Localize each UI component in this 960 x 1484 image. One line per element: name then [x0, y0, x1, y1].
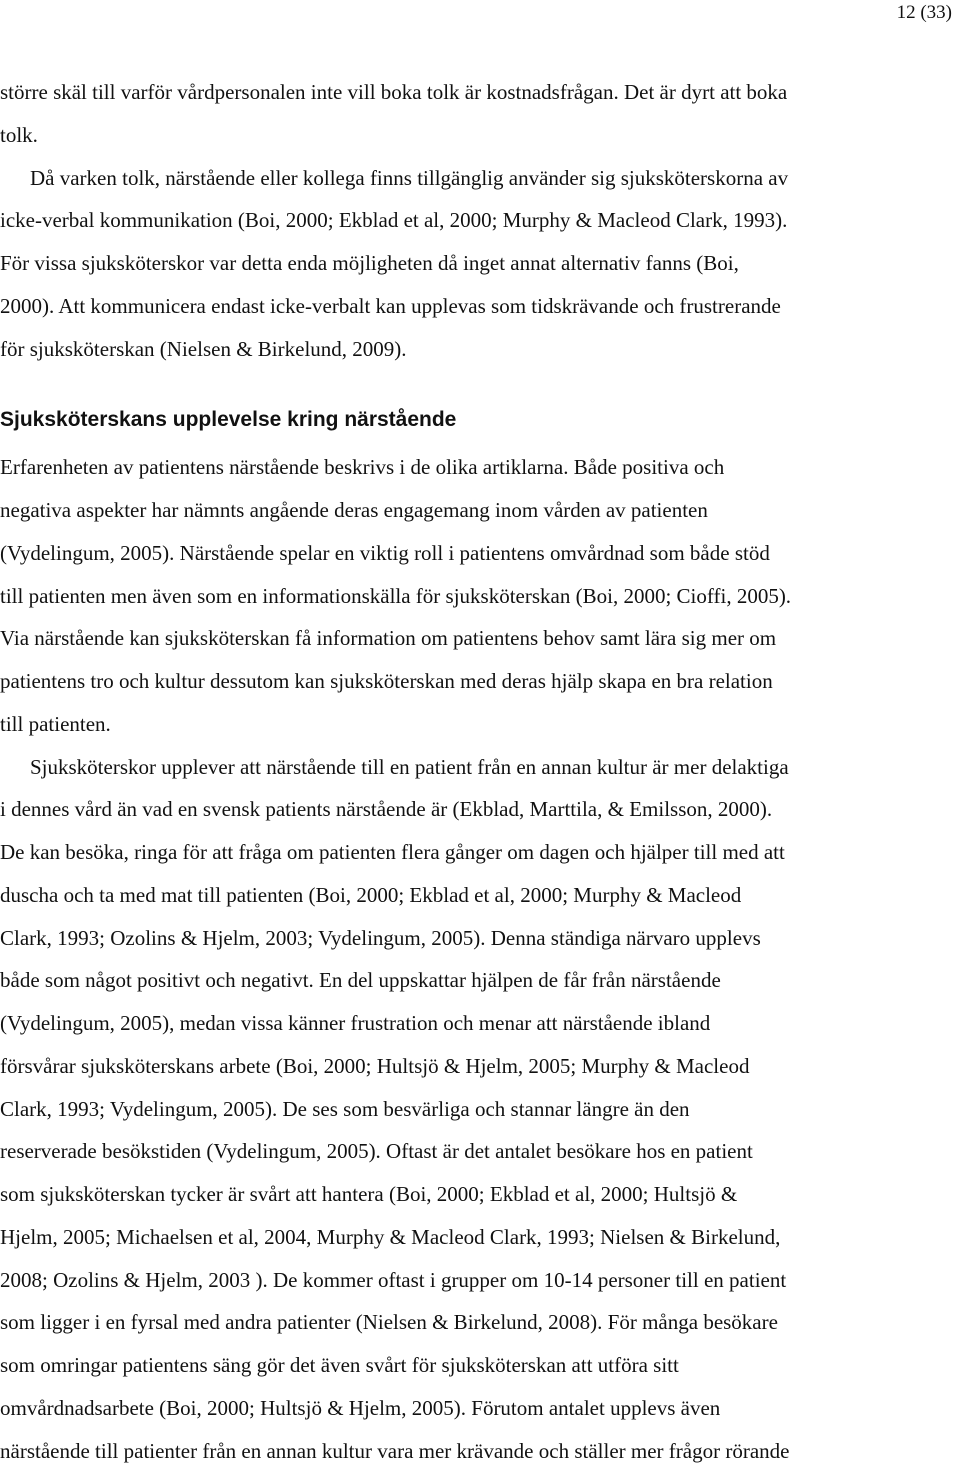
text-line: Hjelm, 2005; Michaelsen et al, 2004, Murphy & Macleod Clark, 1993; Nielsen & Birkelund, [0, 1224, 781, 1249]
text-line: till patienten men även som en informationskälla för sjuksköterskan (Boi, 2000; Cioffi, 2005). [0, 583, 792, 608]
text-line: i dennes vård än vad en svensk patients närstående är (Ekblad, Marttila, & Emilsson, 2000). [0, 797, 773, 822]
text-line: tolk. [0, 122, 38, 147]
text-line: både som något positivt och negativt. En del uppskattar hjälpen de får från närstående [0, 968, 721, 993]
paragraph-2 [0, 157, 945, 371]
text-line: försvårar sjuksköterskans arbete (Boi, 2000; Hultsjö & Hjelm, 2005; Murphy & Macleod [0, 1053, 750, 1078]
document-body [0, 71, 945, 1472]
text-line: 2000). Att kommunicera endast icke-verbalt kan upplevas som tidskrävande och frustrerande [0, 293, 781, 318]
text-line: som ligger i en fyrsal med andra patienter (Nielsen & Birkelund, 2008). För många besökare [0, 1310, 778, 1335]
text-line: negativa aspekter har nämnts angående deras engagemang inom vården av patienten [0, 498, 708, 522]
text-line: Via närstående kan sjuksköterskan få information om patientens behov samt lära sig mer om [0, 626, 777, 651]
text-line: som omringar patientens säng gör det även svårt för sjuksköterskan att utföra sitt [0, 1353, 679, 1377]
text-line: Clark, 1993; Vydelingum, 2005). De ses som besvärliga och stannar längre än den [0, 1096, 690, 1121]
text-line: (Vydelingum, 2005), medan vissa känner frustration och menar att närstående ibland [0, 1011, 711, 1035]
text-line: för sjuksköterskan (Nielsen & Birkelund, 2009). [0, 336, 407, 361]
text-line: patientens tro och kultur dessutom kan sjuksköterskan med deras hjälp skapa en bra relation [0, 669, 773, 693]
text-line: reserverade besökstiden (Vydelingum, 2005). Oftast är det antalet besökare hos en patient [0, 1139, 753, 1164]
section-heading: Sjuksköterskans upplevelse kring närstående [0, 408, 457, 432]
text-line: (Vydelingum, 2005). Närstående spelar en viktig roll i patientens omvårdnad som både stöd [0, 540, 770, 565]
text-line: Då varken tolk, närstående eller kollega finns tillgänglig använder sig sjuksköterskorna av [30, 165, 789, 190]
paragraph-1 [0, 71, 945, 157]
text-line: till patienten. [0, 711, 111, 736]
text-line: Clark, 1993; Ozolins & Hjelm, 2003; Vydelingum, 2005). Denna ständiga närvaro upplevs [0, 925, 761, 950]
paragraph-3 [0, 446, 945, 745]
text-line: duscha och ta med mat till patienten (Boi, 2000; Ekblad et al, 2000; Murphy & Macleod [0, 882, 742, 907]
text-line: För vissa sjuksköterskor var detta enda möjligheten då inget annat alternativ fanns (Boi, [0, 251, 739, 275]
text-line: omvårdnadsarbete (Boi, 2000; Hultsjö & Hjelm, 2005). Förutom antalet upplevs även [0, 1395, 721, 1420]
paragraph-4 [0, 746, 945, 1473]
text-line: 2008; Ozolins & Hjelm, 2003 ). De kommer oftast i grupper om 10-14 personer till en patient [0, 1267, 787, 1292]
text-line: De kan besöka, ringa för att fråga om patienten flera gånger om dagen och hjälper till med att [0, 840, 785, 864]
text-line: närstående till patienter från en annan kultur vara mer krävande och ställer mer frågor rörande [0, 1438, 790, 1463]
text-line: Sjuksköterskor upplever att närstående till en patient från en annan kultur är mer delaktiga [30, 754, 789, 779]
page-number: 12 (33) [896, 2, 952, 23]
text-line: som sjuksköterskan tycker är svårt att hantera (Boi, 2000; Ekblad et al, 2000; Hultsjö & [0, 1182, 738, 1206]
text-line: icke-verbal kommunikation (Boi, 2000; Ekblad et al, 2000; Murphy & Macleod Clark, 1993). [0, 208, 788, 233]
text-line: större skäl till varför vårdpersonalen inte vill boka tolk är kostnadsfrågan. Det är dyrt att boka [0, 80, 788, 104]
text-line: Erfarenheten av patientens närstående beskrivs i de olika artiklarna. Både positiva och [0, 455, 725, 480]
